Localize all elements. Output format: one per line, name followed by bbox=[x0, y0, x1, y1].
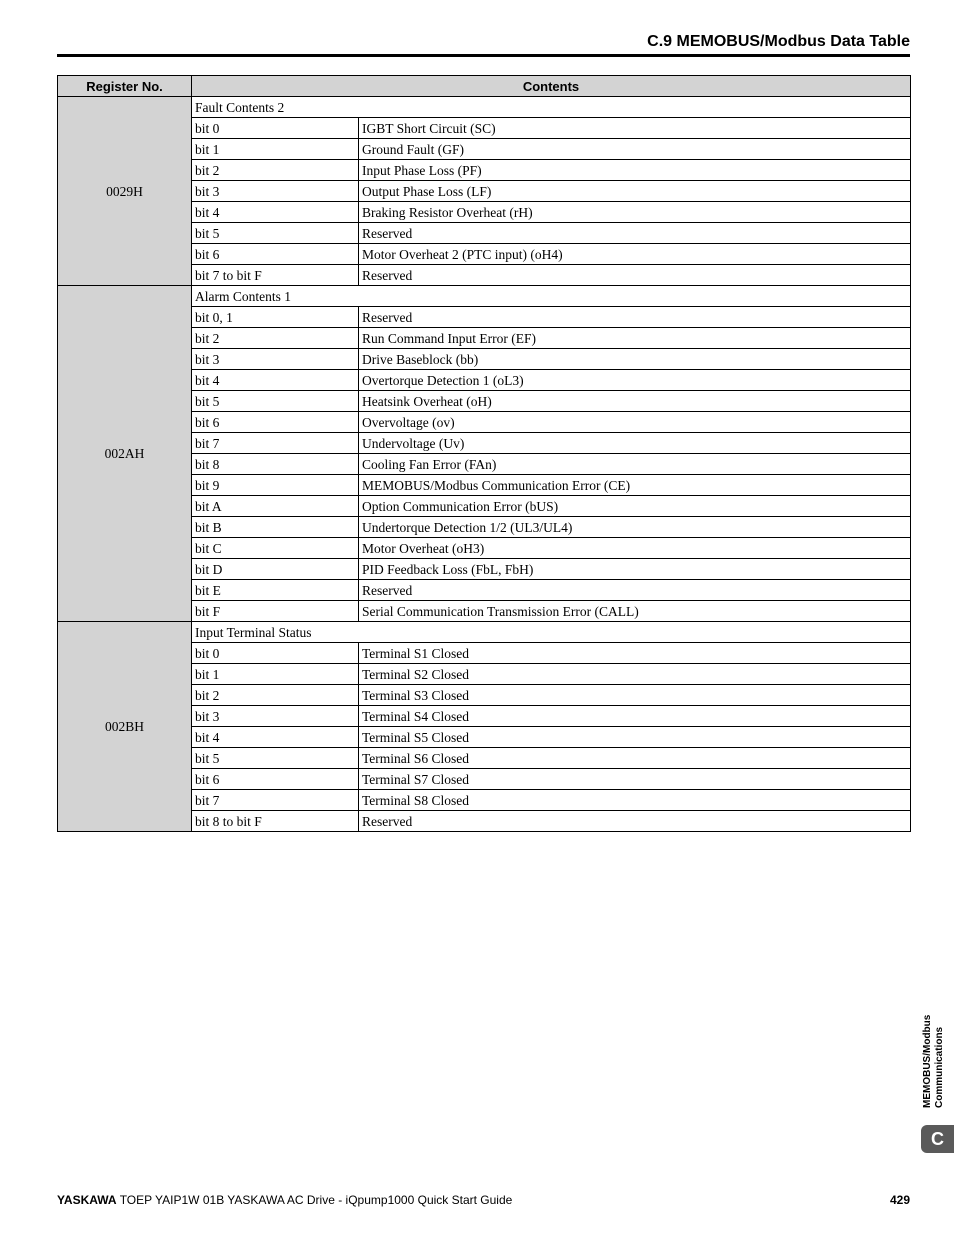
bit-cell: bit E bbox=[192, 580, 359, 601]
register-number-cell: 0029H bbox=[58, 97, 192, 286]
bit-cell: bit 1 bbox=[192, 139, 359, 160]
bit-cell: bit 0 bbox=[192, 118, 359, 139]
bit-cell: bit 4 bbox=[192, 202, 359, 223]
bit-cell: bit 8 to bit F bbox=[192, 811, 359, 832]
description-cell: Undervoltage (Uv) bbox=[359, 433, 911, 454]
description-cell: Cooling Fan Error (FAn) bbox=[359, 454, 911, 475]
side-tab-line-1: MEMOBUS/Modbus bbox=[922, 1014, 933, 1108]
bit-cell: bit 5 bbox=[192, 391, 359, 412]
bit-cell: bit 5 bbox=[192, 223, 359, 244]
bit-cell: bit B bbox=[192, 517, 359, 538]
column-header-contents: Contents bbox=[192, 76, 911, 97]
table-row-group-title bbox=[58, 97, 911, 118]
bit-cell: bit 2 bbox=[192, 328, 359, 349]
chapter-tab: C bbox=[921, 1125, 954, 1153]
description-cell: Terminal S2 Closed bbox=[359, 664, 911, 685]
description-cell: Serial Communication Transmission Error (CALL) bbox=[359, 601, 911, 622]
footer-brand: YASKAWA bbox=[57, 1193, 117, 1207]
description-cell: Undertorque Detection 1/2 (UL3/UL4) bbox=[359, 517, 911, 538]
header-divider bbox=[57, 54, 910, 57]
group-title-cell: Alarm Contents 1 bbox=[192, 286, 911, 307]
bit-cell: bit 1 bbox=[192, 664, 359, 685]
bit-cell: bit C bbox=[192, 538, 359, 559]
description-cell: Ground Fault (GF) bbox=[359, 139, 911, 160]
bit-cell: bit 0, 1 bbox=[192, 307, 359, 328]
bit-cell: bit 6 bbox=[192, 769, 359, 790]
bit-cell: bit 6 bbox=[192, 412, 359, 433]
description-cell: Overvoltage (ov) bbox=[359, 412, 911, 433]
bit-cell: bit 0 bbox=[192, 643, 359, 664]
bit-cell: bit 3 bbox=[192, 706, 359, 727]
description-cell: Terminal S4 Closed bbox=[359, 706, 911, 727]
bit-cell: bit 6 bbox=[192, 244, 359, 265]
description-cell: Terminal S1 Closed bbox=[359, 643, 911, 664]
bit-cell: bit 7 bbox=[192, 433, 359, 454]
table-row-group-title bbox=[58, 286, 911, 307]
description-cell: Reserved bbox=[359, 265, 911, 286]
bit-cell: bit 3 bbox=[192, 349, 359, 370]
bit-cell: bit 4 bbox=[192, 370, 359, 391]
bit-cell: bit 8 bbox=[192, 454, 359, 475]
footer-doc-title: TOEP YAIP1W 01B YASKAWA AC Drive - iQpump1000 Quick Start Guide bbox=[116, 1193, 513, 1207]
table-row-group-title bbox=[58, 622, 911, 643]
bit-cell: bit D bbox=[192, 559, 359, 580]
description-cell: Drive Baseblock (bb) bbox=[359, 349, 911, 370]
table-header-row bbox=[58, 76, 911, 97]
bit-cell: bit 2 bbox=[192, 685, 359, 706]
description-cell: Motor Overheat (oH3) bbox=[359, 538, 911, 559]
bit-cell: bit 7 bbox=[192, 790, 359, 811]
description-cell: Reserved bbox=[359, 580, 911, 601]
description-cell: Terminal S8 Closed bbox=[359, 790, 911, 811]
description-cell: Terminal S3 Closed bbox=[359, 685, 911, 706]
description-cell: Braking Resistor Overheat (rH) bbox=[359, 202, 911, 223]
bit-cell: bit 3 bbox=[192, 181, 359, 202]
group-title-cell: Input Terminal Status bbox=[192, 622, 911, 643]
memobus-data-table bbox=[57, 75, 911, 832]
description-cell: PID Feedback Loss (FbL, FbH) bbox=[359, 559, 911, 580]
description-cell: Option Communication Error (bUS) bbox=[359, 496, 911, 517]
description-cell: Terminal S6 Closed bbox=[359, 748, 911, 769]
group-title-cell: Fault Contents 2 bbox=[192, 97, 911, 118]
footer-doc-info bbox=[57, 1193, 512, 1207]
description-cell: IGBT Short Circuit (SC) bbox=[359, 118, 911, 139]
description-cell: Terminal S5 Closed bbox=[359, 727, 911, 748]
description-cell: Heatsink Overheat (oH) bbox=[359, 391, 911, 412]
description-cell: Motor Overheat 2 (PTC input) (oH4) bbox=[359, 244, 911, 265]
description-cell: Output Phase Loss (LF) bbox=[359, 181, 911, 202]
description-cell: Reserved bbox=[359, 223, 911, 244]
description-cell: Run Command Input Error (EF) bbox=[359, 328, 911, 349]
bit-cell: bit 9 bbox=[192, 475, 359, 496]
description-cell: Overtorque Detection 1 (oL3) bbox=[359, 370, 911, 391]
description-cell: Reserved bbox=[359, 811, 911, 832]
table-body bbox=[58, 97, 911, 832]
description-cell: Reserved bbox=[359, 307, 911, 328]
register-number-cell: 002AH bbox=[58, 286, 192, 622]
bit-cell: bit A bbox=[192, 496, 359, 517]
description-cell: Input Phase Loss (PF) bbox=[359, 160, 911, 181]
section-title: C.9 MEMOBUS/Modbus Data Table bbox=[647, 33, 910, 50]
bit-cell: bit F bbox=[192, 601, 359, 622]
bit-cell: bit 2 bbox=[192, 160, 359, 181]
bit-cell: bit 4 bbox=[192, 727, 359, 748]
description-cell: MEMOBUS/Modbus Communication Error (CE) bbox=[359, 475, 911, 496]
bit-cell: bit 7 to bit F bbox=[192, 265, 359, 286]
column-header-register: Register No. bbox=[58, 76, 192, 97]
side-tab-label bbox=[922, 998, 948, 1108]
register-number-cell: 002BH bbox=[58, 622, 192, 832]
side-tab-line-2: Communications bbox=[934, 1026, 945, 1108]
description-cell: Terminal S7 Closed bbox=[359, 769, 911, 790]
page-number: 429 bbox=[889, 1193, 910, 1207]
bit-cell: bit 5 bbox=[192, 748, 359, 769]
